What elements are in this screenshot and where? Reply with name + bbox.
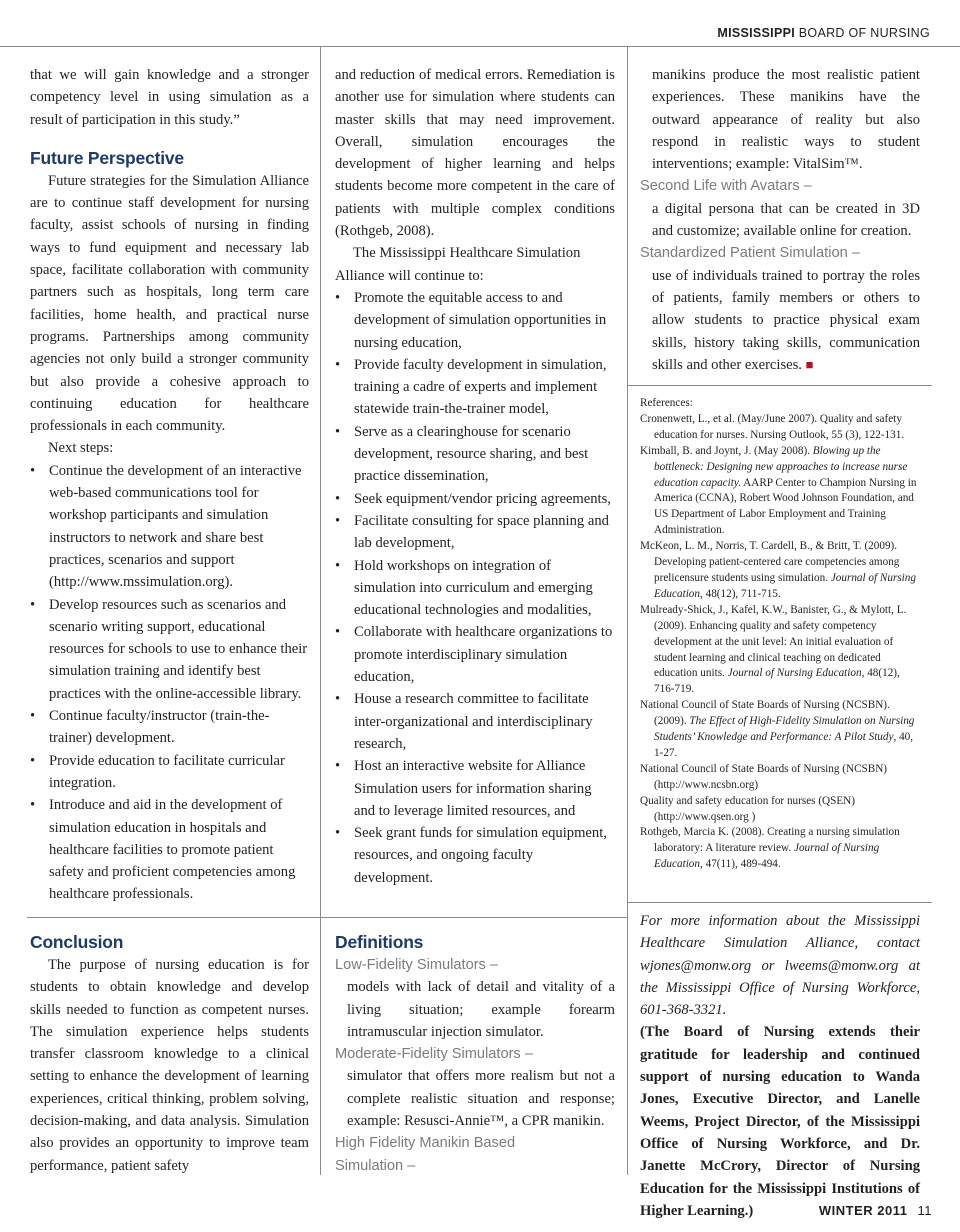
contact-info: For more information about the Mississippi Healthcare Simulation Alliance, contact wjones@monw.org or lweems@monw.org at the Mississippi Office of Nursing Workforce, 601-368-3321. bbox=[640, 913, 920, 1019]
column-1-bottom bbox=[30, 930, 309, 1177]
next-steps-label: Next steps: bbox=[48, 440, 114, 457]
list-item: • Continue the development of an interactive web-based communications tool for workshop participants and simulation instructors to network and share best practices, scenarios and support (http://www.mssimulation.org). bbox=[30, 460, 309, 594]
col2-section-rule bbox=[320, 917, 627, 918]
reference-item: McKeon, L. M., Norris, T. Cardell, B., & Britt, T. (2009). Developing patient-centered care competencies among prelicensure students using simulation. Journal of Nursing Education, 48(12), 711-715. bbox=[640, 540, 916, 600]
definition-text: a digital persona that can be created in 3D and customize; available online for creation. bbox=[652, 200, 920, 240]
reference-item: Mulready-Shick, J., Kafel, K.W., Banister, G., & Mylott, L. (2009). Enhancing quality and safety competency development at the unit level: An initial evaluation of student learning and clinical teaching on dedicated education units. Journal of Nursing Education, 48(12), 716-719. bbox=[640, 603, 907, 696]
definition-term: High Fidelity Manikin Based Simulation – bbox=[335, 1135, 516, 1174]
end-of-article-mark: ■ bbox=[805, 356, 814, 372]
list-item: • Seek equipment/vendor pricing agreements, bbox=[335, 488, 615, 510]
definition-text: models with lack of detail and vitality of a living situation; example forearm intramuscular injection simulator. bbox=[347, 979, 615, 1040]
list-item: • Seek grant funds for simulation equipment, resources, and ongoing faculty development. bbox=[335, 822, 615, 889]
reference-item: Kimball, B. and Joynt, J. (May 2008). Blowing up the bottleneck: Designing new approaches to increase nurse education capacity. AARP Center to Champion Nursing in America (CCNA), Robert Wood Johnson Foundation, and US Department of Labor Employment and Training Administration. bbox=[640, 444, 917, 537]
list-item: • Serve as a clearinghouse for scenario development, resource sharing, and best practice dissemination, bbox=[335, 421, 615, 488]
conclusion-heading: Conclusion bbox=[30, 932, 124, 952]
issue-label: WINTER 2011 bbox=[818, 1203, 908, 1218]
list-item: • Promote the equitable access to and development of simulation opportunities in nursing education, bbox=[335, 287, 615, 354]
definition-term: Standardized Patient Simulation – bbox=[640, 245, 860, 262]
col3-info-box bbox=[640, 910, 920, 1222]
next-steps-list bbox=[30, 460, 309, 906]
list-item: • Provide education to facilitate curricular integration. bbox=[30, 750, 309, 795]
col1-section-rule bbox=[27, 917, 320, 918]
list-item: • Facilitate consulting for space planning and lab development, bbox=[335, 510, 615, 555]
header-brand-rest: BOARD OF NURSING bbox=[795, 26, 930, 40]
acknowledgement: (The Board of Nursing extends their gratitude for leadership and continued support of nursing education to Wanda Jones, Executive Director, and Lanelle Weems, Project Director, of the Mississippi Office of Nursing Workforce, and Dr. Janette McCrory, Director of Nursing Education for the Mississippi Institutions of Higher Learning.) bbox=[640, 1024, 920, 1219]
definition-term: Moderate-Fidelity Simulators – bbox=[335, 1046, 533, 1063]
reference-item: Cronenwett, L., et al. (May/June 2007). Quality and safety education for nurses. Nursing Outlook, 55 (3), 122-131. bbox=[640, 412, 905, 441]
conclusion-paragraph: The purpose of nursing education is for students to obtain knowledge and develop skills needed to function as competent nurses. The simulation experience helps students transfer classroom knowledge to a clinical setting to enhance the development of learning experiences, critical thinking, problem solving, decision-making, and data analysis. Simulation also provides an opportunity to improve team performance, patient safety bbox=[30, 957, 309, 1174]
list-item: • Collaborate with healthcare organizations to promote interdisciplinary simulation education, bbox=[335, 621, 615, 688]
col3-refs-rule-top bbox=[627, 385, 932, 386]
list-item: • Introduce and aid in the development of simulation education in hospitals and healthcare facilities to promote patient safety and proficient competencies among healthcare professionals. bbox=[30, 794, 309, 905]
future-perspective-heading: Future Perspective bbox=[30, 147, 184, 168]
running-header bbox=[717, 26, 930, 40]
list-item: • Host an interactive website for Alliance Simulation users for information sharing and to leverage limited resources, and bbox=[335, 755, 615, 822]
list-item: • Provide faculty development in simulation, training a cadre of experts and implement statewide train-the-trainer model, bbox=[335, 354, 615, 421]
definition-text: use of individuals trained to portray the roles of patients, family members or others to allow students to practice physical exam skills, history taking skills, communication skills and other exercises. bbox=[652, 267, 920, 373]
definitions-heading: Definitions bbox=[335, 932, 424, 952]
alliance-goals-list bbox=[335, 287, 615, 889]
references-heading: References: bbox=[640, 397, 693, 409]
page-number: 11 bbox=[917, 1203, 932, 1218]
reference-item: Quality and safety education for nurses (QSEN) (http://www.qsen.org ) bbox=[640, 794, 855, 823]
col2-paragraph-2: The Mississippi Healthcare Simulation Alliance will continue to: bbox=[335, 245, 581, 284]
list-item: • Continue faculty/instructor (train-the-trainer) development. bbox=[30, 705, 309, 750]
future-paragraph: Future strategies for the Simulation Alliance are to continue staff development for nursing faculty, assist schools of nursing in finding ways to fund equipment and necessary lab space, facilitate collaboration with community partners such as hospitals, long term care facilities, home health, and practical nurse programs. Partnerships among community agencies not only build a stronger community but also provide a cohesive approach to continuing education for healthcare professionals in each community. bbox=[30, 172, 309, 435]
col1-intro: that we will gain knowledge and a stronger competency level in using simulation as a result of participation in this study.” bbox=[30, 67, 309, 128]
references-list bbox=[640, 396, 920, 873]
reference-item: Rothgeb, Marcia K. (2008). Creating a nursing simulation laboratory: A literature review. Journal of Nursing Education, 47(11), 489-494. bbox=[640, 826, 900, 871]
column-divider-2 bbox=[627, 47, 628, 1175]
header-rule bbox=[0, 46, 960, 47]
column-2 bbox=[335, 64, 615, 889]
reference-item: National Council of State Boards of Nursing (NCSBN) (http://www.ncsbn.org) bbox=[640, 762, 888, 791]
list-item: • House a research committee to facilitate inter-organizational and interdisciplinary research, bbox=[335, 688, 615, 755]
list-item: • Develop resources such as scenarios and scenario writing support, educational resources for schools to use to enhance their simulation training and identify best practices with the online-accessible library. bbox=[30, 594, 309, 705]
col3-refs-rule-bottom bbox=[627, 902, 932, 903]
definition-term: Low-Fidelity Simulators – bbox=[335, 957, 499, 973]
list-item: • Hold workshops on integration of simulation into curriculum and emerging educational technologies and modalities, bbox=[335, 555, 615, 622]
col3-continuation: manikins produce the most realistic patient experiences. These manikins have the outward appearance of reality but also respond in realistic ways to student interventions; example: VitalSim™. bbox=[652, 67, 920, 173]
reference-item: National Council of State Boards of Nursing (NCSBN). (2009). The Effect of High-Fidelity Simulation on Nursing Students’ Knowledge and Performance: A Pilot Study, 40, 1-27. bbox=[640, 699, 915, 759]
column-2-bottom bbox=[335, 930, 615, 1177]
col2-paragraph-1: and reduction of medical errors. Remediation is another use for simulation where students can master skills that may need improvement. Overall, simulation encourages the development of higher learning and helps students become more competent in the care of patients with multiple complex conditions (Rothgeb, 2008). bbox=[335, 67, 615, 240]
column-3 bbox=[640, 64, 920, 376]
header-brand-bold: MISSISSIPPI bbox=[717, 26, 796, 40]
definition-text: simulator that offers more realism but not a complete realistic situation and response; example: Resusci-Annie™, a CPR manikin. bbox=[347, 1068, 615, 1130]
page-footer bbox=[819, 1203, 932, 1218]
column-divider-1 bbox=[320, 47, 321, 1175]
definition-term: Second Life with Avatars – bbox=[640, 178, 812, 195]
column-1 bbox=[30, 64, 309, 906]
